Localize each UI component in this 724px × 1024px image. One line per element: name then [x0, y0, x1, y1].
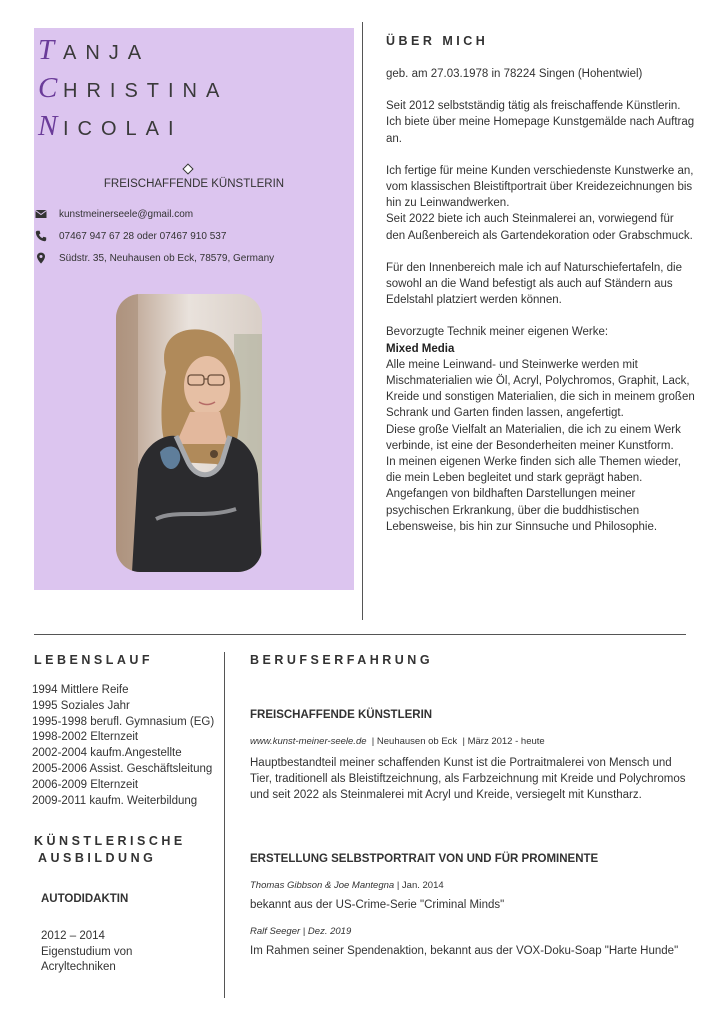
name-middle-initial: C	[38, 72, 58, 104]
list-item: 2005-2006 Assist. Geschäftsleitung	[32, 762, 213, 775]
about-paragraph-1: Seit 2012 selbstständig tätig als freischaffende Künstlerin. Ich biete über meine Homepage Kunstgemälde nach Auftrag an.	[386, 100, 695, 145]
about-heading: ÜBER MICH	[386, 34, 489, 48]
list-item: 2002-2004 kaufm.Angestellte	[32, 747, 182, 760]
list-item: 2006-2009 Elternzeit	[32, 778, 139, 791]
profile-title: FREISCHAFFENDE KÜNSTLERIN	[103, 178, 285, 190]
name-middle-rest: HRISTINA	[63, 80, 229, 102]
job-1-meta	[250, 736, 690, 747]
ausbildung-heading-line2: AUSBILDUNG	[38, 851, 157, 865]
list-item: 1994 Mittlere Reife	[32, 684, 129, 696]
about-technique-intro: Bevorzugte Technik meiner eigenen Werke:	[386, 326, 609, 339]
contact-email[interactable]	[34, 206, 193, 222]
meta-separator: |	[396, 880, 402, 891]
contact-phone[interactable]	[34, 228, 226, 244]
job-2	[250, 853, 690, 959]
list-item: 1995-1998 berufl. Gymnasium (EG)	[32, 715, 215, 728]
ausbildung-heading	[34, 833, 186, 867]
divider-horizontal	[34, 634, 686, 635]
meta-separator: |	[369, 736, 377, 747]
ausbildung-detail-line2: Acryltechniken	[41, 961, 116, 973]
about-technique-text-3: In meinen eigenen Werke finden sich alle Themen wieder, die mein Leben begleitet und stark geprägt haben. Angefangen von bildhaften Darstellungen meiner psychischen Erkrankung, über die buddhistischen Lebensweise, bis hin zur Sinnsuche und Philosophie.	[386, 456, 681, 533]
lebenslauf-heading: LEBENSLAUF	[34, 653, 154, 667]
job-2-client-2-meta	[250, 926, 690, 937]
about-technique: Mixed Media	[386, 342, 455, 355]
job-2-client-2-names: Ralf Seeger	[250, 926, 301, 938]
about-technique-text-2: Diese große Vielfalt an Materialien, die ich zu einem Werk verbinde, ist eine der Besonderheiten meiner Kunstform.	[386, 423, 681, 452]
ausbildung-years: 2012 – 2014	[41, 930, 105, 942]
contact-address-text: Südstr. 35, Neuhausen ob Eck, 78579, Germany	[59, 252, 275, 264]
about-paragraph-2b: Seit 2022 biete ich auch Steinmalerei an, vorwiegend für den Außenbereich als Gartendekoration oder Grabschmuck.	[386, 213, 693, 242]
name-first-initial: T	[38, 34, 55, 66]
meta-separator: |	[302, 926, 308, 938]
about-paragraph-2a: Ich fertige für meine Kunden verschiedenste Kunstwerke an, vom klassischen Bleistiftportrait über Kreidezeichnungen bis hin zu Leinwandwerken.	[386, 164, 694, 210]
contact-phone-text[interactable]: 07467 947 67 28 oder 07467 910 537	[59, 230, 227, 242]
job-2-client-1-desc: bekannt aus der US-Crime-Serie "Criminal Minds"	[250, 899, 505, 911]
name-last-initial: N	[38, 110, 58, 142]
job-2-client-1-meta	[250, 880, 690, 891]
list-item: 1995 Soziales Jahr	[32, 699, 130, 712]
name-first	[38, 34, 150, 67]
job-2-title: ERSTELLUNG SELBSTPORTRAIT VON UND FÜR PROMINENTE	[250, 853, 599, 865]
list-item: 1998-2002 Elternzeit	[32, 731, 139, 744]
divider-vertical-top	[362, 22, 363, 620]
job-1-title: FREISCHAFFENDE KÜNSTLERIN	[250, 709, 433, 721]
name-last	[38, 110, 183, 143]
diamond-icon	[182, 163, 193, 174]
name-first-rest: ANJA	[63, 42, 151, 64]
about-technique-text-1: Alle meine Leinwand- und Steinwerke werden mit Mischmaterialien wie Öl, Acryl, Polychromos, Graphit, Lack, Kreide und sonstigen Materialien, die sich in meinem großen Schrank und Garten finden lassen, angefertigt.	[386, 358, 695, 420]
berufserfahrung-heading: BERUFSERFAHRUNG	[250, 653, 434, 667]
list-item: 2009-2011 kaufm. Weiterbildung	[32, 794, 198, 807]
contact-address	[34, 250, 274, 266]
about-paragraph-3: Für den Innenbereich male ich auf Naturschiefertafeln, die sowohl an die Wand befestigt als auch auf Ständern aus Edelstahl platziert werden können.	[386, 261, 682, 307]
location-pin-icon	[35, 252, 47, 264]
lebenslauf-list	[32, 683, 214, 809]
divider-vertical-bottom	[224, 652, 225, 998]
name-middle	[38, 72, 228, 105]
about-birth: geb. am 27.03.1978 in 78224 Singen (Hohentwiel)	[386, 68, 643, 80]
mail-icon	[35, 208, 47, 220]
portrait-illustration	[116, 294, 262, 572]
about-text	[386, 66, 696, 535]
ausbildung-detail-line1: Eigenstudium von	[41, 945, 133, 958]
name-last-rest: ICOLAI	[63, 118, 183, 140]
job-1	[250, 709, 690, 804]
job-2-client-1-date: Jan. 2014	[401, 880, 444, 891]
ausbildung-heading-line1: KÜNSTLERISCHE	[34, 834, 186, 848]
job-1-place: Neuhausen ob Eck	[376, 736, 458, 747]
meta-separator: |	[459, 736, 468, 747]
contact-email-text[interactable]: kunstmeinerseele@gmail.com	[59, 208, 194, 220]
job-2-client-2-date: Dez. 2019	[307, 926, 352, 938]
phone-icon	[35, 230, 47, 242]
job-1-period: März 2012 - heute	[467, 736, 545, 747]
ausbildung-detail	[41, 929, 132, 976]
job-1-description: Hauptbestandteil meiner schaffenden Kunst ist die Portraitmalerei von Mensch und Tier, traditionell als Bleistiftzeichnung, als Farbzeichnung mit Kreide und Polychromos und seit 2022 als Steinmalerei mit Acryl und Kreide, versiegelt mit Kunstharz.	[250, 757, 686, 802]
job-2-client-1-names: Thomas Gibbson & Joe Mantegna	[250, 880, 395, 891]
portrait-photo	[116, 294, 262, 572]
ausbildung-title: AUTODIDAKTIN	[41, 893, 129, 905]
job-2-client-2-desc: Im Rahmen seiner Spendenaktion, bekannt aus der VOX-Doku-Soap "Harte Hunde"	[250, 945, 679, 958]
profile-panel	[34, 28, 354, 590]
job-1-site[interactable]: www.kunst-meiner-seele.de	[250, 736, 367, 747]
